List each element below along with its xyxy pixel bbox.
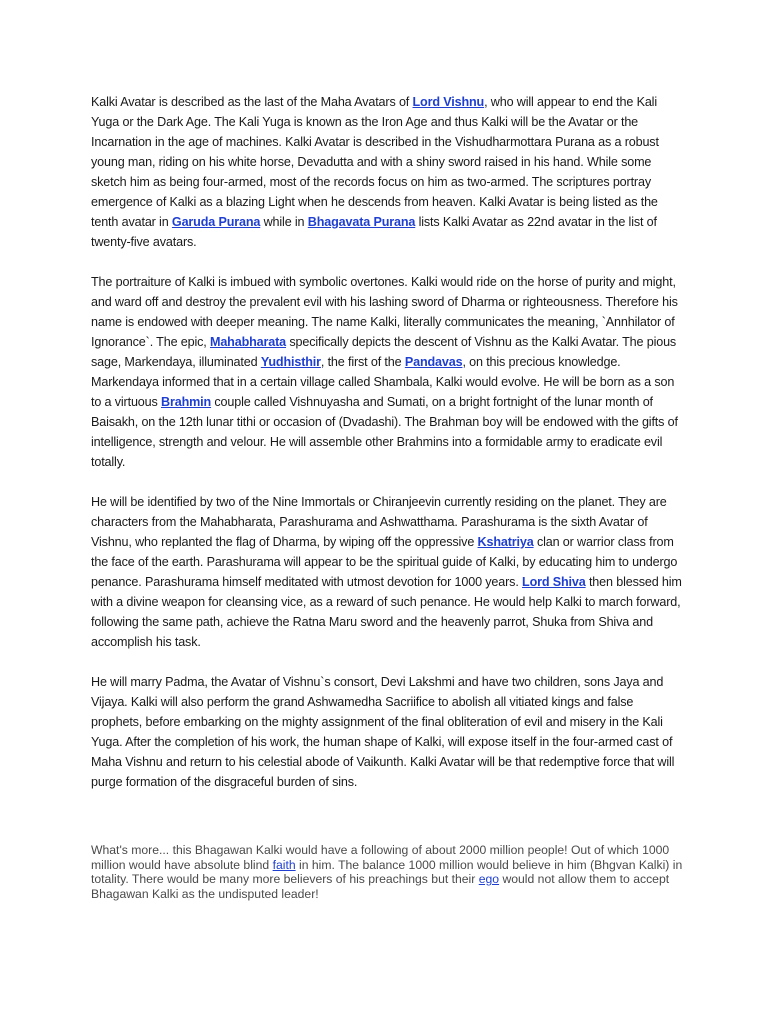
link-lord-vishnu[interactable]: Lord Vishnu (412, 95, 485, 109)
paragraph-1 (91, 92, 687, 252)
link-brahmin[interactable]: Brahmin (161, 395, 212, 409)
paragraph-2 (91, 272, 687, 472)
link-mahabharata[interactable]: Mahabharata (209, 335, 287, 349)
link-faith[interactable]: faith (272, 857, 296, 872)
link-lord-shiva[interactable]: Lord Shiva (522, 575, 586, 589)
article-body (91, 92, 687, 812)
footnote-paragraph (91, 843, 687, 901)
text-run: then blessed him with a divine weapon for cleansing vice, as a reward of such penance. He would help Kalki to march forward, following the same path, achieve the Ratna Maru sword and the heavenly parrot, Shuka from Shiva and accomplish his task. (91, 575, 682, 649)
paragraph-4 (91, 672, 687, 792)
paragraph-3 (91, 492, 687, 652)
link-bhagavata-purana[interactable]: Bhagavata Purana (307, 215, 416, 229)
link-garuda-purana[interactable]: Garuda Purana (171, 215, 261, 229)
link-ego[interactable]: ego (478, 872, 500, 887)
text-run: clan or warrior class from the face of the earth. Parashurama will appear to be the spiritual guide of Kalki, by educating him to undergo penance. Parashurama himself meditated with utmost devotion for 1000 years. (91, 535, 678, 589)
text-run: He will be identified by two of the Nine Immortals or Chiranjeevin currently residing on the planet. They are characters from the Mahabharata, Parashurama and Ashwatthama. Parashurama is the sixth Avatar of Vishnu, who replanted the flag of Dharma, by wiping off the oppressive (91, 495, 667, 549)
link-pandavas[interactable]: Pandavas (404, 355, 463, 369)
text-run: , who will appear to end the Kali Yuga or the Dark Age. The Kali Yuga is known as the Iron Age and thus Kalki will be the Avatar or the Incarnation in the age of machines. Kalki Avatar is described in the Vishudharmottara Purana as a robust young man, riding on his white horse, Devadutta and with a shiny sword raised in his hand. While some sketch him as being four-armed, most of the records focus on him as two-armed. The scriptures portray emergence of Kalki as a blazing Light when he descends from heaven. Kalki Avatar is being listed as the tenth avatar in (91, 95, 659, 229)
text-run: in him. The balance 1000 million would believe in him (Bhgvan Kalki) in totality. There would be many more believers of his preachings but their (91, 857, 683, 887)
text-run: specifically depicts the descent of Vishnu as the Kalki Avatar. The pious sage, Markendaya, illuminated (91, 335, 677, 369)
link-kshatriya[interactable]: Kshatriya (477, 535, 534, 549)
link-yudhisthir[interactable]: Yudhisthir (260, 355, 321, 369)
text-run: Kalki Avatar is described as the last of the Maha Avatars of (91, 95, 413, 109)
text-run: couple called Vishnuyasha and Sumati, on a bright fortnight of the lunar month of Baisakh, on the 12th lunar tithi or occasion of (Dvadashi). The Brahman boy will be endowed with the gifts of intelligence, strength and velour. He will assemble other Brahmins into a formidable army to eradicate evil totally. (91, 395, 678, 469)
text-run: He will marry Padma, the Avatar of Vishnu`s consort, Devi Lakshmi and have two children, sons Jaya and Vijaya. Kalki will also perform the grand Ashwamedha Sacriifice to abolish all vitiated kings and false prophets, before embarking on the mighty assignment of the final obliteration of evil and misery in the Kali Yuga. After the completion of his work, the human shape of Kalki, will expose itself in the four-armed cast of Maha Vishnu and return to his celestial abode of Vaikunth. Kalki Avatar will be that redemptive force that will purge formation of the disgraceful burden of sins. (91, 675, 675, 789)
text-run: , the first of the (320, 355, 405, 369)
text-run: lists Kalki Avatar as 22nd avatar in the list of twenty-five avatars. (91, 215, 657, 249)
text-run: What's more... this Bhagawan Kalki would have a following of about 2000 million people! Out of which 1000 million would have absolute blind (91, 843, 670, 872)
text-run: , on this precious knowledge. Markendaya informed that in a certain village called Shambala, Kalki would evolve. He will be born as a son to a virtuous (91, 355, 675, 409)
text-run: while in (260, 215, 308, 229)
text-run: would not allow them to accept Bhagawan Kalki as the undisputed leader! (91, 872, 670, 901)
text-run: The portraiture of Kalki is imbued with symbolic overtones. Kalki would ride on the horse of purity and might, and ward off and destroy the prevalent evil with his lashing sword of Dharma or righteousness. Therefore his name is endowed with deeper meaning. The name Kalki, literally communicates the meaning, `Annhilator of Ignorance`. The epic, (91, 275, 678, 349)
